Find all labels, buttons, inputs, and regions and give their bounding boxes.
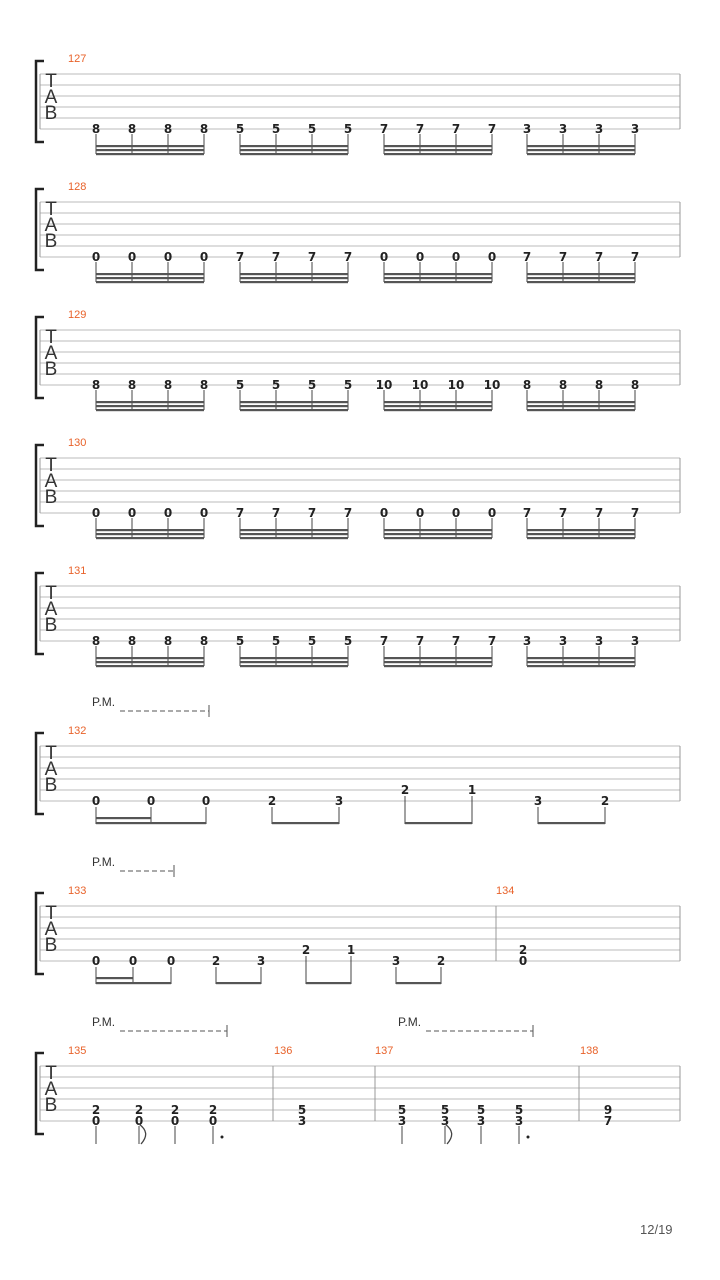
tab-clef-letter: A [44,919,58,940]
fret-number: 2 [91,1103,101,1117]
fret-number: 8 [91,378,101,392]
beam [96,657,204,659]
tab-clef-letter: B [44,1095,58,1116]
fret-number: 5 [514,1103,524,1117]
beam [384,281,492,283]
fret-number: 0 [91,954,101,968]
fret-number: 3 [397,1114,407,1128]
beam [527,409,635,411]
beam [527,405,635,407]
fret-number: 5 [271,634,281,648]
tab-clef-letter: A [44,87,58,108]
beam [240,149,348,151]
fret-number: 0 [127,250,137,264]
fret-number: 0 [518,954,528,968]
fret-number: 0 [91,506,101,520]
fret-number: 3 [558,122,568,136]
beam [240,537,348,539]
fret-number: 8 [127,122,137,136]
beam [240,409,348,411]
fret-number: 0 [379,506,389,520]
fret-number: 3 [297,1114,307,1128]
fret-number: 7 [487,122,497,136]
fret-number: 5 [235,122,245,136]
fret-number: 7 [594,506,604,520]
measure-number: 130 [68,437,87,449]
tab-clef-letter: B [44,103,58,124]
beam [384,153,492,155]
beam [384,405,492,407]
fret-number: 7 [603,1114,613,1128]
measure-number: 127 [68,53,87,65]
tab-clef-letter: A [44,599,58,620]
beam [96,145,204,147]
fret-number: 5 [476,1103,486,1117]
beam [240,665,348,667]
fret-number: 7 [558,506,568,520]
fret-number: 0 [199,250,209,264]
fret-number: 0 [91,250,101,264]
fret-number: 0 [134,1114,144,1128]
beam [240,277,348,279]
fret-number: 7 [522,506,532,520]
tab-clef-letter: T [45,903,57,924]
beam [96,277,204,279]
fret-number: 5 [271,122,281,136]
beam [96,153,204,155]
beam [384,277,492,279]
fret-number: 3 [334,794,344,808]
dot [527,1136,530,1139]
fret-number: 0 [91,1114,101,1128]
beam [384,657,492,659]
fret-number: 5 [440,1103,450,1117]
beam [96,977,133,979]
fret-number: 7 [343,250,353,264]
fret-number: 2 [600,794,610,808]
fret-number: 5 [235,634,245,648]
beam [527,273,635,275]
fret-number: 5 [297,1103,307,1117]
fret-number: 5 [235,378,245,392]
fret-number: 3 [476,1114,486,1128]
measure-number: 128 [68,181,87,193]
fret-number: 5 [343,634,353,648]
beam [527,665,635,667]
fret-number: 0 [487,506,497,520]
fret-number: 3 [558,634,568,648]
beam [384,273,492,275]
beam [527,537,635,539]
dot [221,1136,224,1139]
beam [96,401,204,403]
fret-number: 2 [267,794,277,808]
tab-clef-letter: B [44,231,58,252]
fret-number: 5 [307,634,317,648]
measure-number: 137 [375,1045,394,1057]
beam [527,661,635,663]
tab-clef-letter: B [44,615,58,636]
fret-number: 7 [307,506,317,520]
fret-number: 7 [522,250,532,264]
fret-number: 5 [397,1103,407,1117]
measure-number: 136 [274,1045,293,1057]
fret-number: 5 [343,378,353,392]
beam [538,822,605,824]
palm-mute-label: P.M. [92,695,116,709]
tab-clef-letter: A [44,343,58,364]
fret-number: 7 [630,250,640,264]
fret-number: 8 [163,122,173,136]
fret-number: 3 [630,634,640,648]
beam [384,149,492,151]
fret-number: 8 [594,378,604,392]
fret-number: 7 [379,122,389,136]
beam [396,982,441,984]
beam [240,405,348,407]
tab-clef-letter: A [44,759,58,780]
beam [240,657,348,659]
fret-number: 8 [199,634,209,648]
tab-clef-letter: T [45,327,57,348]
fret-number: 0 [170,1114,180,1128]
fret-number: 10 [411,378,429,392]
beam [527,277,635,279]
fret-number: 9 [603,1103,613,1117]
measure-number: 132 [68,725,87,737]
beam [306,982,351,984]
fret-number: 7 [271,506,281,520]
fret-number: 3 [594,634,604,648]
fret-number: 3 [522,634,532,648]
fret-number: 0 [451,250,461,264]
fret-number: 2 [400,783,410,797]
measure-number: 133 [68,885,87,897]
beam [240,145,348,147]
fret-number: 2 [208,1103,218,1117]
beam [384,533,492,535]
fret-number: 0 [163,506,173,520]
beam [96,665,204,667]
fret-number: 3 [256,954,266,968]
beam [96,529,204,531]
page-number: 12/19 [640,1222,673,1237]
fret-number: 0 [201,794,211,808]
fret-number: 7 [307,250,317,264]
fret-number: 0 [166,954,176,968]
fret-number: 5 [307,122,317,136]
fret-number: 0 [379,250,389,264]
fret-number: 0 [415,250,425,264]
fret-number: 0 [199,506,209,520]
beam [240,533,348,535]
fret-number: 10 [447,378,465,392]
fret-number: 2 [170,1103,180,1117]
beam [272,822,339,824]
fret-number: 1 [346,943,356,957]
fret-number: 2 [134,1103,144,1117]
fret-number: 7 [630,506,640,520]
fret-number: 8 [630,378,640,392]
fret-number: 0 [451,506,461,520]
beam [527,149,635,151]
fret-number: 7 [415,122,425,136]
tab-clef-letter: B [44,935,58,956]
fret-number: 2 [436,954,446,968]
beam [384,401,492,403]
fret-number: 0 [208,1114,218,1128]
beam [384,529,492,531]
beam [96,409,204,411]
fret-number: 10 [483,378,501,392]
beam [527,281,635,283]
fret-number: 8 [199,378,209,392]
beam [240,661,348,663]
fret-number: 8 [163,378,173,392]
tab-clef-letter: T [45,455,57,476]
tab-clef-letter: T [45,743,57,764]
tab-clef-letter: B [44,775,58,796]
beam [527,533,635,535]
fret-number: 7 [487,634,497,648]
beam [96,149,204,151]
fret-number: 8 [163,634,173,648]
beam [96,533,204,535]
measure-number: 131 [68,565,87,577]
fret-number: 2 [211,954,221,968]
beam [405,822,472,824]
fret-number: 8 [91,122,101,136]
fret-number: 5 [343,122,353,136]
fret-number: 8 [127,634,137,648]
fret-number: 3 [630,122,640,136]
beam [96,537,204,539]
tab-clef-letter: T [45,71,57,92]
measure-number: 138 [580,1045,599,1057]
beam [384,665,492,667]
fret-number: 0 [146,794,156,808]
fret-number: 7 [451,634,461,648]
fret-number: 7 [594,250,604,264]
beam [96,273,204,275]
fret-number: 5 [307,378,317,392]
fret-number: 8 [522,378,532,392]
fret-number: 0 [127,506,137,520]
fret-number: 3 [514,1114,524,1128]
fret-number: 7 [271,250,281,264]
beam [527,153,635,155]
fret-number: 1 [467,783,477,797]
fret-number: 2 [301,943,311,957]
beam [96,822,206,824]
measure-number: 134 [496,885,515,897]
beam [384,145,492,147]
beam [527,657,635,659]
palm-mute-label: P.M. [92,855,116,869]
measure-number: 129 [68,309,87,321]
fret-number: 10 [375,378,393,392]
fret-number: 8 [127,378,137,392]
fret-number: 7 [343,506,353,520]
beam [240,281,348,283]
fret-number: 3 [522,122,532,136]
tab-clef-letter: A [44,1079,58,1100]
tab-clef-letter: A [44,471,58,492]
fret-number: 8 [91,634,101,648]
fret-number: 2 [518,943,528,957]
fret-number: 3 [533,794,543,808]
beam [384,409,492,411]
fret-number: 8 [199,122,209,136]
fret-number: 0 [128,954,138,968]
fret-number: 7 [379,634,389,648]
tab-clef-letter: T [45,199,57,220]
beam [96,661,204,663]
fret-number: 3 [391,954,401,968]
fret-number: 0 [91,794,101,808]
beam [384,537,492,539]
palm-mute-label: P.M. [92,1015,116,1029]
measure-number: 135 [68,1045,87,1057]
palm-mute-label: P.M. [398,1015,422,1029]
beam [96,982,171,984]
beam [240,273,348,275]
beam [384,661,492,663]
fret-number: 7 [558,250,568,264]
beam [527,145,635,147]
beam [96,817,151,819]
tab-clef-letter: T [45,1063,57,1084]
tab-clef-letter: A [44,215,58,236]
fret-number: 8 [558,378,568,392]
beam [216,982,261,984]
fret-number: 3 [594,122,604,136]
tab-clef-letter: T [45,583,57,604]
fret-number: 7 [235,250,245,264]
fret-number: 5 [271,378,281,392]
beam [527,529,635,531]
fret-number: 7 [415,634,425,648]
fret-number: 0 [163,250,173,264]
beam [240,401,348,403]
fret-number: 7 [451,122,461,136]
fret-number: 3 [440,1114,450,1128]
fret-number: 0 [487,250,497,264]
beam [96,281,204,283]
beam [240,529,348,531]
tab-clef-letter: B [44,359,58,380]
fret-number: 0 [415,506,425,520]
beam [527,401,635,403]
beam [240,153,348,155]
tab-clef-letter: B [44,487,58,508]
beam [96,405,204,407]
fret-number: 7 [235,506,245,520]
